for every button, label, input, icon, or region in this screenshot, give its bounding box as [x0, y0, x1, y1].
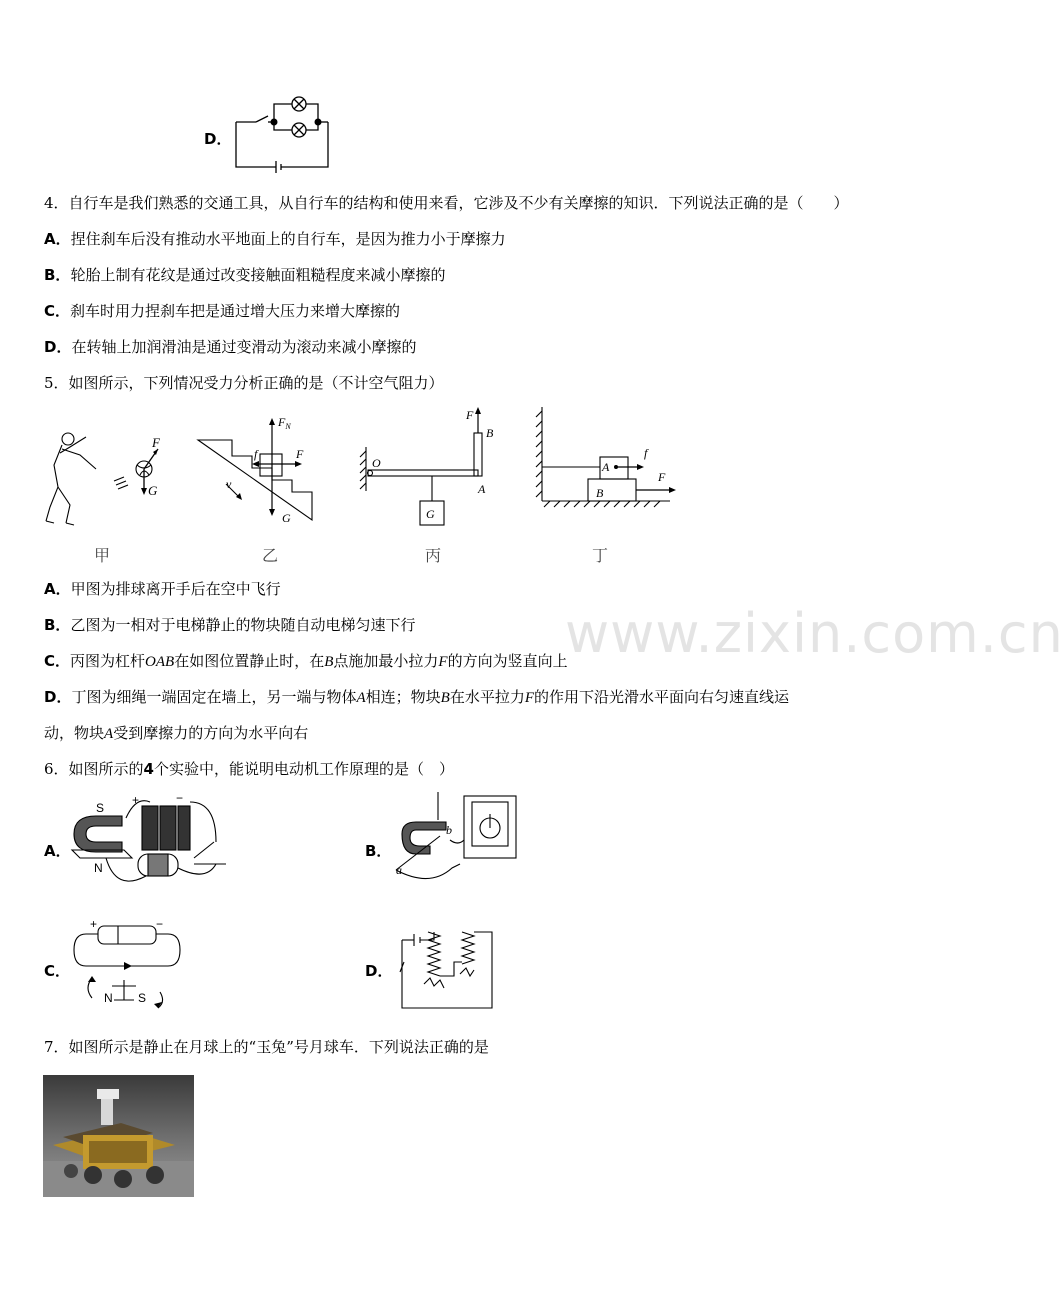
q5-figure-yi: [196, 412, 321, 530]
q5-option-a-label: A．: [44, 580, 71, 598]
bing-g-label: G: [426, 507, 435, 521]
q5-option-d-label: D．: [44, 688, 72, 706]
watermark: www.zixin.com.cn: [565, 602, 1064, 665]
q5-option-a-text: 甲图为排球离开手后在空中飞行: [70, 580, 281, 598]
yi-friction-label: f: [254, 447, 258, 461]
q4-option-b-label: B．: [44, 266, 71, 284]
ding-b-label: B: [596, 486, 604, 500]
q3-option-d-label: D．: [204, 130, 232, 148]
q4-option-c: [44, 301, 400, 321]
yi-fn-label: $F_N$: [278, 415, 291, 431]
q5-option-b-text: 乙图为一相对于电梯静止的物块随自动电梯匀速下行: [70, 616, 416, 634]
q4-option-b: [44, 265, 445, 285]
q4-option-d: [44, 337, 416, 357]
q6-option-d-label: D．: [365, 962, 393, 980]
q4-stem: 4．自行车是我们熟悉的交通工具，从自行车的结构和使用来看，它涉及不少有关摩擦的知识．下列说法正确的是（ ）: [44, 194, 849, 212]
bing-a-label: A: [478, 482, 486, 496]
q5-option-d-line2: 动，物块A受到摩擦力的方向为水平向右: [44, 724, 309, 742]
q5-figure-ding: [530, 405, 680, 510]
ding-friction-label: f: [644, 446, 648, 460]
fig-b-a-label: a: [396, 863, 402, 877]
q5-stem: 5．如图所示，下列情况受力分析正确的是（不计空气阻力）: [44, 374, 444, 392]
q6-figure-d: [394, 922, 496, 1012]
fig-a-plus: +: [132, 793, 140, 807]
q4-option-d-label: D．: [44, 338, 72, 356]
q6-stem: 6．如图所示的4个实验中，能说明电动机工作原理的是（ ）: [44, 760, 454, 778]
q5-caption-yi: 乙: [262, 546, 279, 565]
q5-option-c-label: C．: [44, 652, 71, 670]
fig-c-s-label: S: [138, 991, 147, 1005]
fig-a-minus: −: [176, 791, 184, 805]
q4-option-a-text: 捏住刹车后没有推动水平地面上的自行车，是因为推力小于摩擦力: [70, 230, 506, 248]
bing-b-label: B: [486, 426, 494, 440]
q5-option-c: C．丙图为杠杆OAB在如图位置静止时，在B点施加最小拉力F的方向为竖直向上: [44, 652, 568, 670]
q4-option-b-text: 轮胎上制有花纹是通过改变接触面粗糙程度来减小摩擦的: [70, 266, 446, 284]
q4-option-d-text: 在转轴上加润滑油是通过变滑动为滚动来减小摩擦的: [71, 338, 417, 356]
jia-f-label: F: [152, 435, 160, 450]
q4-option-c-label: C．: [44, 302, 71, 320]
q5-figure-jia: [40, 425, 180, 535]
fig-a-s-label: S: [96, 801, 105, 815]
q4-option-c-text: 刹车时用力捏刹车把是通过增大压力来增大摩擦的: [70, 302, 401, 320]
fig-a-n-label: N: [94, 861, 103, 875]
q5-caption-bing: 丙: [425, 546, 442, 565]
q5-caption-ding: 丁: [592, 546, 609, 565]
q5-figure-bing: [350, 405, 500, 530]
q6-option-b-label: B．: [365, 842, 392, 860]
q5-option-b: [44, 615, 415, 635]
fig-c-minus: −: [156, 917, 164, 931]
q6-figure-c: [70, 918, 185, 1008]
q7-lunar-rover-photo: [43, 1075, 194, 1197]
yi-f-label: F: [296, 447, 304, 461]
ding-f-label: F: [658, 470, 666, 484]
q6-figure-a: [66, 792, 241, 902]
fig-b-b-label: b: [446, 823, 452, 837]
jia-g-label: G: [148, 483, 158, 498]
yi-v-label: v: [226, 477, 232, 491]
q6-figure-b: [390, 790, 525, 875]
q7-stem: 7．如图所示是静止在月球上的“玉兔”号月球车．下列说法正确的是: [44, 1038, 489, 1056]
q5-caption-jia: 甲: [94, 546, 111, 565]
ding-a-label: A: [602, 460, 610, 474]
bing-o-label: O: [372, 456, 381, 470]
fig-c-n-label: N: [104, 991, 113, 1005]
q4-option-a-label: A．: [44, 230, 71, 248]
yi-g-label: G: [282, 511, 291, 525]
q5-option-b-label: B．: [44, 616, 71, 634]
q5-option-a: [44, 579, 281, 599]
fig-c-plus: +: [90, 917, 98, 931]
q6-option-c-label: C．: [44, 962, 71, 980]
bing-f-label: F: [466, 408, 474, 422]
q5-option-d: D．丁图为细绳一端固定在墙上，另一端与物体A相连；物块B在水平拉力F的作用下沿光滑水平面向右匀速直线运: [44, 688, 790, 706]
q4-option-a: [44, 229, 506, 249]
q6-option-a-label: A．: [44, 842, 71, 860]
q3-circuit-diagram: [228, 92, 338, 174]
